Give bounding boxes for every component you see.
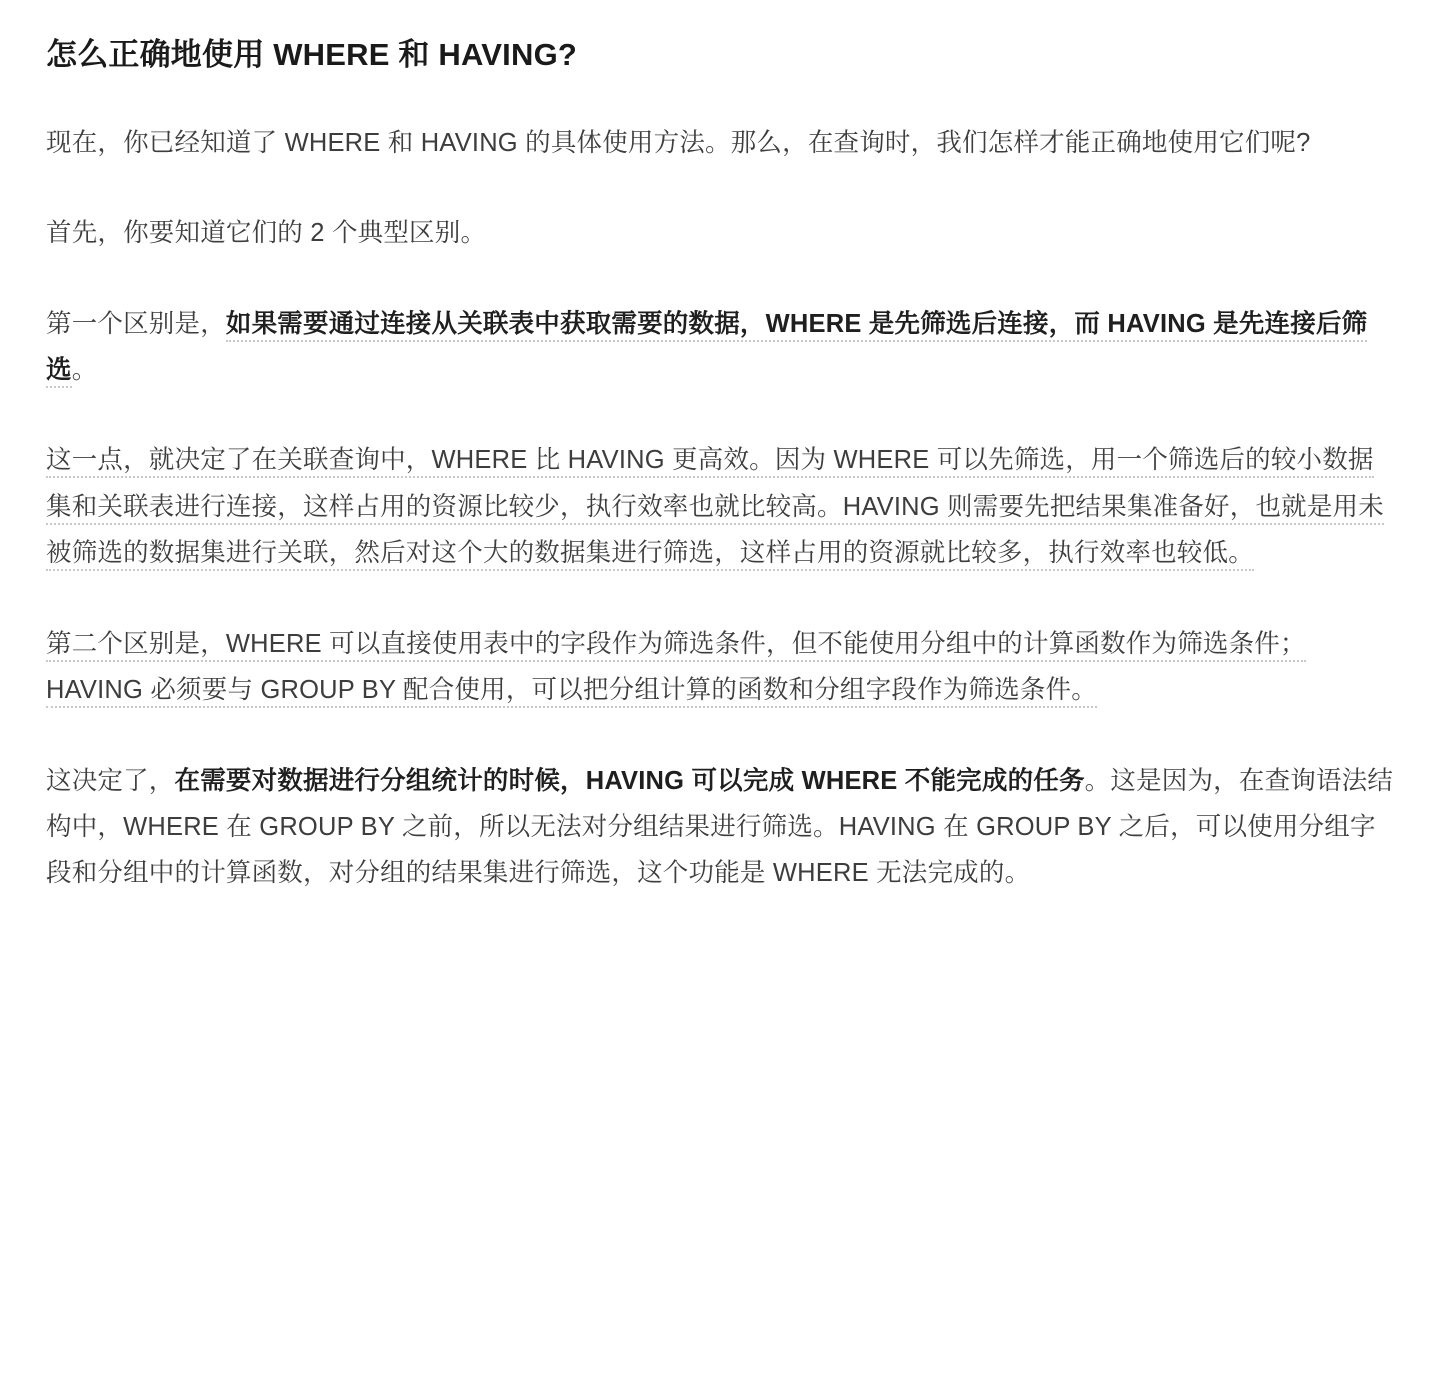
emphasis-text: 如果需要通过连接从关联表中获取需要的数据，WHERE 是先筛选后连接，而 HAVING 是先连接后筛选 [46, 310, 1367, 388]
body-text: 。这是因为，在查询语法结构中，WHERE 在 GROUP BY 之前，所以无法对分组结果进行筛选。HAVING 在 GROUP BY 之后，可以使用分组字段和分组中的计算函数，对分组的结果集进行筛选，这个功能是 WHERE 无法完成的。 [46, 766, 1394, 888]
body-text: 。 [71, 356, 98, 385]
annotated-text: 第二个区别是，WHERE 可以直接使用表中的字段作为筛选条件，但不能使用分组中的计算函数作为筛选条件；HAVING 必须要与 GROUP BY 配合使用，可以把分组计算的函数和分组字段作为筛选条件。 [46, 630, 1306, 708]
body-text: 首先，你要知道它们的 2 个典型区别。 [46, 219, 487, 248]
annotated-text: 这一点，就决定了在关联查询中，WHERE 比 HAVING 更高效。因为 WHERE 可以先筛选，用一个筛选后的较小数据集和关联表进行连接，这样占用的资源比较少，执行效率也就比较高。HAVING 则需要先把结果集准备好，也就是用未被筛选的数据集进行关联，然后对这个大的数据集进行筛选，这样占用的资源就比较多，执行效率也较低。 [46, 446, 1384, 571]
paragraph [46, 621, 1398, 714]
article-body [46, 120, 1398, 897]
paragraph [46, 437, 1398, 576]
body-text: 现在，你已经知道了 WHERE 和 HAVING 的具体使用方法。那么，在查询时，我们怎样才能正确地使用它们呢? [46, 128, 1311, 157]
emphasis-text: 在需要对数据进行分组统计的时候，HAVING 可以完成 WHERE 不能完成的任务 [174, 766, 1085, 795]
paragraph [46, 301, 1398, 394]
body-text: 第一个区别是， [46, 309, 226, 338]
paragraph [46, 758, 1398, 897]
body-text: 这决定了， [46, 766, 175, 795]
page-title: 怎么正确地使用 WHERE 和 HAVING? [46, 37, 578, 72]
paragraph [46, 120, 1398, 166]
paragraph [46, 210, 1398, 256]
